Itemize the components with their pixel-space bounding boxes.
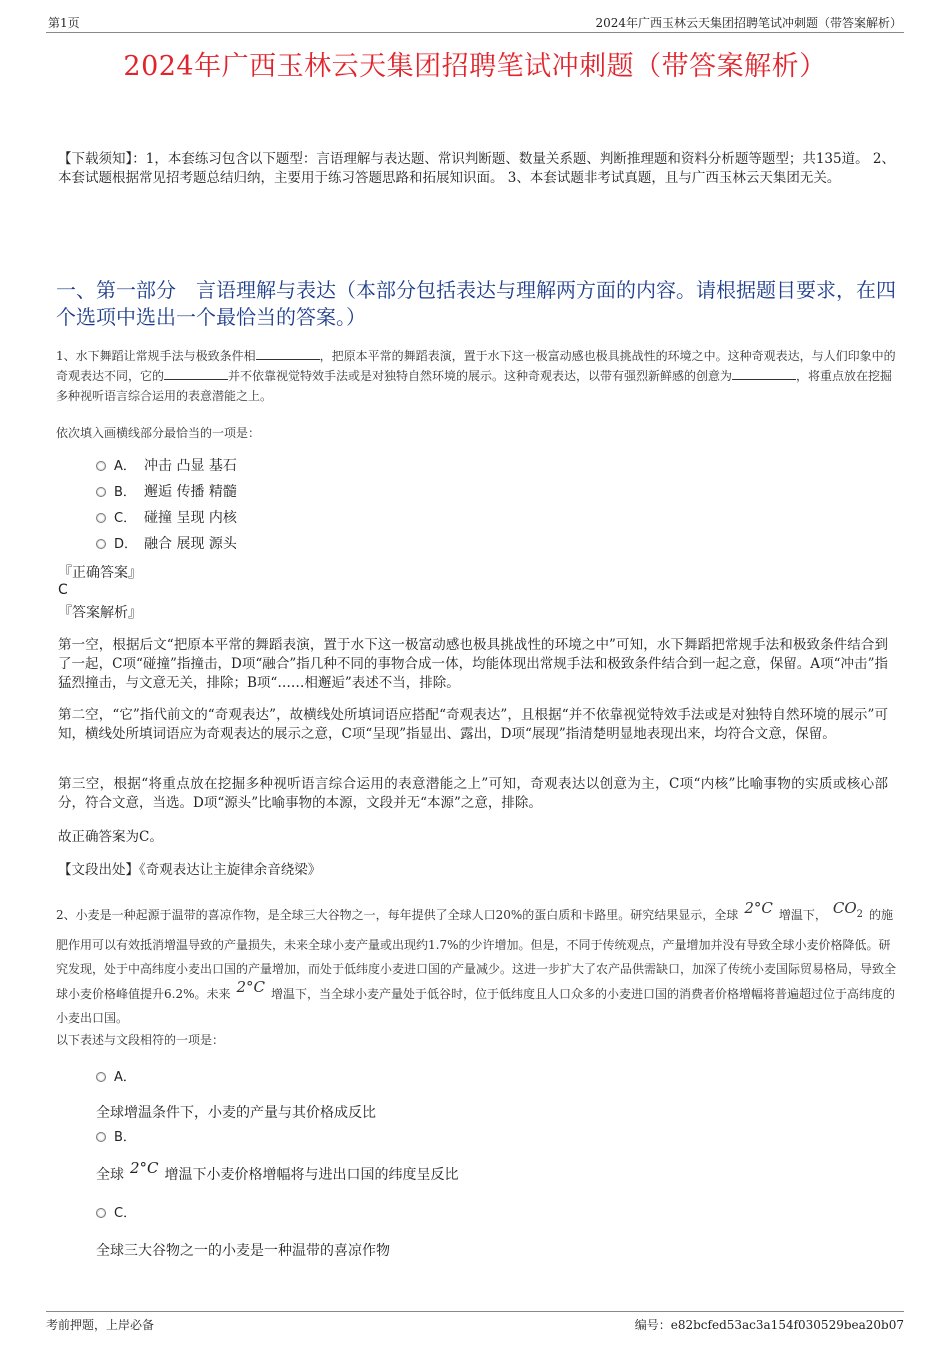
- q2-option-c-text: 全球三大谷物之一的小麦是一种温带的喜凉作物: [96, 1243, 390, 1259]
- radio-icon[interactable]: [96, 1132, 106, 1142]
- source-citation: 【文段出处】《奇观表达让主旋律余音绕梁》: [58, 862, 322, 878]
- analysis-paragraph: 第二空，“它”指代前文的“奇观表达”，故横线处所填词语应搭配“奇观表达”，且根据“并不依靠视觉特效手法或是对独特自然环境的展示”可知，横线处所填词语应为奇观表达的展示之意，C项“呈现”指显出、露出，D项“展现”指清楚明显地表现出来，均符合文意，保留。: [58, 707, 888, 742]
- section-title: 一、第一部分 言语理解与表达（本部分包括表达与理解两方面的内容。请根据题目要求，在四个选项中选出一个最恰当的答案。）: [56, 278, 896, 329]
- temperature-formula: 2°C: [236, 978, 266, 996]
- blank-3: [732, 367, 796, 380]
- q2-option-a[interactable]: A．: [96, 1066, 136, 1085]
- analysis-label: 『答案解析』: [58, 605, 142, 621]
- question-2-prompt: 以下表述与文段相符的一项是：: [56, 1033, 225, 1047]
- q2-option-a-text: 全球增温条件下，小麦的产量与其价格成反比: [96, 1105, 376, 1121]
- page-number: 第1页: [48, 16, 80, 30]
- temperature-formula: 2°C: [130, 1159, 159, 1177]
- radio-icon[interactable]: [96, 487, 106, 497]
- page-header: [46, 14, 904, 33]
- blank-1: [256, 347, 320, 360]
- answer-label: 『正确答案』: [58, 565, 142, 581]
- q1-option-b[interactable]: B． 邂逅 传播 精髓: [96, 482, 237, 502]
- radio-icon[interactable]: [96, 539, 106, 549]
- q1-option-a[interactable]: A． 冲击 凸显 基石: [96, 456, 237, 476]
- question-1-prompt: 依次填入画横线部分最恰当的一项是：: [56, 426, 261, 440]
- page-title: 2024年广西玉林云天集团招聘笔试冲刺题（带答案解析）: [123, 51, 827, 82]
- analysis-conclusion: 故正确答案为C。: [58, 829, 163, 845]
- footer-slogan: 考前押题，上岸必备: [46, 1318, 155, 1332]
- download-notice: 【下载须知】：1，本套练习包含以下题型：言语理解与表达题、常识判断题、数量关系题、判断推理题和资料分析题等题型；共135道。 2、本套试题根据常见招考题总结归纳，主要用于练习答题思路和拓展知识面。 3、本套试题非考试真题，且与广西玉林云天集团无关。: [58, 151, 895, 186]
- temperature-formula: 2°C: [744, 899, 773, 917]
- footer-doc-id: 编号：e82bcfed53ac3a154f030529bea20b07: [634, 1318, 904, 1332]
- page-footer: [46, 1311, 904, 1332]
- correct-answer: C: [58, 582, 68, 598]
- radio-icon[interactable]: [96, 1072, 106, 1082]
- question-1-text: 1、水下舞蹈让常规手法与极致条件相 ，把原本平常的舞蹈表演，置于水下这一极富动感也极具挑战性的环境之中。这种奇观表达，与人们印象中的奇观表达不同，它的 并不依靠视觉特效手法或是对独特自然环境的展示。这种奇观表达，以带有强烈新鲜感的创意为 ，将重点放在挖掘多种视听语言综合运用的表意潜能之上。: [56, 349, 896, 403]
- q2-option-b-text: 全球 2°C 增温下小麦价格增幅将与进出口国的纬度呈反比: [96, 1159, 459, 1183]
- analysis-paragraph: 第一空，根据后文“把原本平常的舞蹈表演，置于水下这一极富动感也极具挑战性的环境之中”可知，水下舞蹈把常规手法和极致条件结合到了一起，C项“碰撞”指撞击，D项“融合”指几种不同的事物合成一体，均能体现出常规手法和极致条件结合到一起之意，保留。A项“冲击”指猛烈撞击，与文意无关，排除；B项“……相邂逅”表述不当，排除。: [58, 637, 888, 691]
- q1-option-d[interactable]: D． 融合 展现 源头: [96, 534, 237, 554]
- radio-icon[interactable]: [96, 461, 106, 471]
- q1-option-c[interactable]: C． 碰撞 呈现 内核: [96, 508, 237, 528]
- radio-icon[interactable]: [96, 513, 106, 523]
- radio-icon[interactable]: [96, 1208, 106, 1218]
- co2-formula: $CO_2$: [832, 899, 864, 920]
- question-2-text: 2、小麦是一种起源于温带的喜凉作物，是全球三大谷物之一，每年提供了全球人口20%的蛋白质和卡路里。研究结果显示，全球 2°C 增温下， $CO_2$ 的施肥作用可以有效抵消增温导致的产量损失，未来全球小麦产量或出现约1.7%的少许增加。但是，不同于传统观点，产量增加并没有导致全球小麦价格降低。研究发现，处于中高纬度小麦出口国的产量增加，而处于低纬度小麦进口国的产量减少。这进一步扩大了农产品供需缺口，加深了传统小麦国际贸易格局，导致全球小麦价格峰值提升6.2%。未来 2°C 增温下，当全球小麦产量处于低谷时，位于低纬度且人口众多的小麦进口国的消费者价格增幅将普遍超过位于高纬度的小麦出口国。: [56, 899, 897, 1025]
- analysis-paragraph: 第三空，根据“将重点放在挖掘多种视听语言综合运用的表意潜能之上”可知，奇观表达以创意为主，C项“内核”比喻事物的实质或核心部分，符合文意，当选。D项“源头”比喻事物的本源，文段并无“本源”之意，排除。: [58, 776, 888, 811]
- header-doc-title: 2024年广西玉林云天集团招聘笔试冲刺题（带答案解析）: [595, 16, 902, 30]
- blank-2: [164, 367, 228, 380]
- q2-option-b[interactable]: B．: [96, 1126, 136, 1145]
- q2-option-c[interactable]: C．: [96, 1202, 136, 1221]
